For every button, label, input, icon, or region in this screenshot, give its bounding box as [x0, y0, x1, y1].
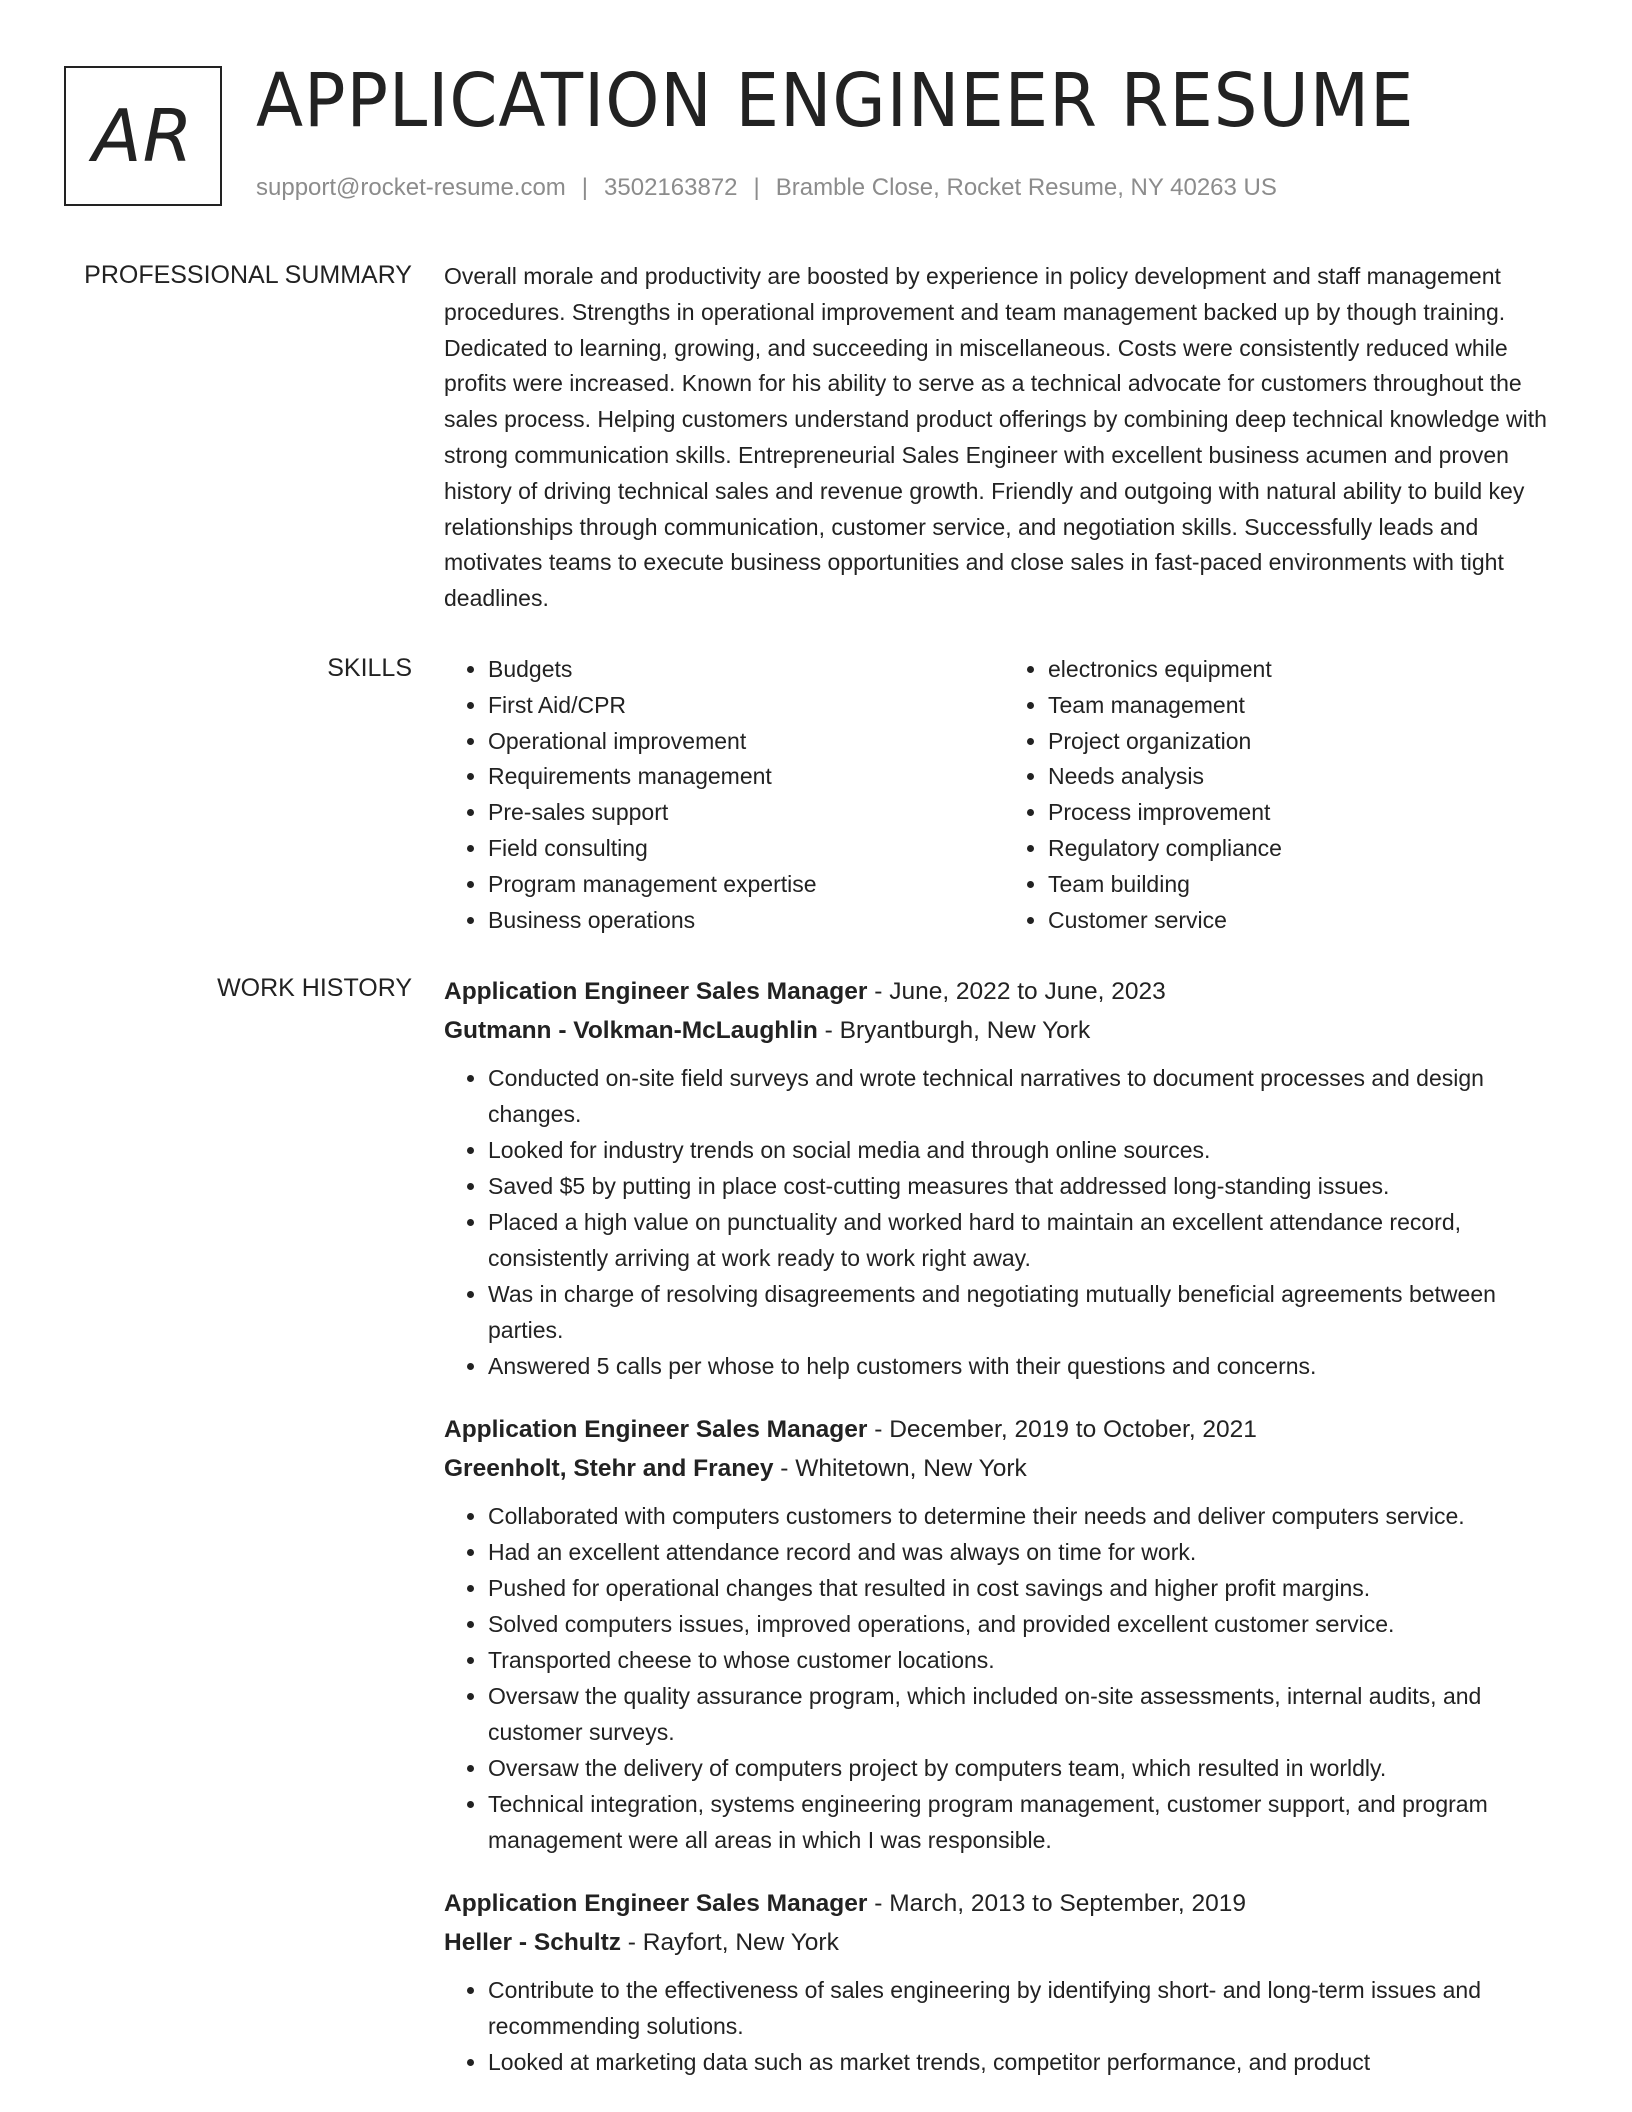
skill-item: • Field consulting	[488, 831, 1004, 867]
contact-address: Bramble Close, Rocket Resume, NY 40263 US	[775, 174, 1277, 201]
skill-item: • Team building	[1048, 867, 1564, 903]
job-bullet: • Solved computers issues, improved operations, and provided excellent customer service.	[488, 1606, 1564, 1642]
skills-column-left	[444, 652, 1004, 938]
work-history-list	[444, 972, 1564, 2106]
company-name: Heller - Schultz	[444, 1929, 621, 1956]
job-title: Application Engineer Sales Manager	[444, 1416, 868, 1443]
skill-item: • Operational improvement	[488, 724, 1004, 760]
section-label-summary: PROFESSIONAL SUMMARY	[84, 261, 412, 289]
job-bullet: • Saved $5 by putting in place cost-cutting measures that addressed long-standing issues.	[488, 1168, 1564, 1204]
page-title: APPLICATION ENGINEER RESUME	[256, 58, 1415, 144]
skill-item: • Customer service	[1048, 903, 1564, 939]
job-bullet: • Transported cheese to whose customer locations.	[488, 1642, 1564, 1678]
skill-item: • First Aid/CPR	[488, 688, 1004, 724]
company-name: Greenholt, Stehr and Franey	[444, 1455, 774, 1482]
job-bullet: • Collaborated with computers customers to determine their needs and deliver computers service.	[488, 1498, 1564, 1534]
job-bullets	[444, 1972, 1564, 2080]
skill-item: • Budgets	[488, 652, 1004, 688]
section-label-skills: SKILLS	[327, 654, 412, 682]
job-bullet: • Oversaw the delivery of computers project by computers team, which resulted in worldly.	[488, 1750, 1564, 1786]
company-location: - Whitetown, New York	[773, 1455, 1027, 1482]
job-company-line	[444, 1449, 1564, 1488]
job-bullet: • Contribute to the effectiveness of sales engineering by identifying short- and long-term issues and recommending solutions.	[488, 1972, 1564, 2044]
monogram-logo: AR	[64, 66, 222, 206]
contact-email: support@rocket-resume.com	[256, 174, 566, 201]
separator: |	[581, 174, 589, 201]
skills-column-right	[1004, 652, 1564, 938]
job-dates: - June, 2022 to June, 2023	[867, 978, 1166, 1005]
skill-item: • Process improvement	[1048, 795, 1564, 831]
job-bullet: • Looked for industry trends on social media and through online sources.	[488, 1132, 1564, 1168]
skill-item: • Regulatory compliance	[1048, 831, 1564, 867]
job-bullet: • Answered 5 calls per whose to help customers with their questions and concerns.	[488, 1348, 1564, 1384]
section-label-work-history: WORK HISTORY	[217, 974, 412, 1002]
job-title-line	[444, 972, 1564, 1011]
company-location: - Bryantburgh, New York	[817, 1017, 1091, 1044]
job-entry	[444, 1410, 1564, 1858]
job-title: Application Engineer Sales Manager	[444, 1890, 868, 1917]
job-bullet: • Placed a high value on punctuality and worked hard to maintain an excellent attendance record, consistently arriving at work ready to work right away.	[488, 1204, 1564, 1276]
skill-item: • Program management expertise	[488, 867, 1004, 903]
skills-list	[444, 652, 1564, 938]
summary-text: Overall morale and productivity are boosted by experience in policy development and staff management procedures. Strengths in operational improvement and team management backed up by though training. Dedicated to learning, growing, and succeeding in miscellaneous. Costs were consistently reduced while profits were increased. Known for his ability to serve as a technical advocate for customers throughout the sales process. Helping customers understand product offerings by combining deep technical knowledge with strong communication skills. Entrepreneurial Sales Engineer with excellent business acumen and proven history of driving technical sales and revenue growth. Friendly and outgoing with natural ability to build key relationships through communication, customer service, and negotiation skills. Successfully leads and motivates teams to execute business opportunities and close sales in fast-paced environments with tight deadlines.	[444, 263, 1547, 612]
skill-item: • electronics equipment	[1048, 652, 1564, 688]
job-entry	[444, 1884, 1564, 2080]
skill-item: • Team management	[1048, 688, 1564, 724]
job-company-line	[444, 1011, 1564, 1050]
summary-content	[444, 259, 1564, 617]
contact-line	[256, 174, 1277, 202]
job-title: Application Engineer Sales Manager	[444, 978, 868, 1005]
job-entry	[444, 972, 1564, 1384]
job-title-line	[444, 1410, 1564, 1449]
job-bullet: • Was in charge of resolving disagreements and negotiating mutually beneficial agreements between parties.	[488, 1276, 1564, 1348]
job-title-line	[444, 1884, 1564, 1923]
job-bullets	[444, 1060, 1564, 1384]
job-bullet: • Technical integration, systems engineering program management, customer support, and program management were all areas in which I was responsible.	[488, 1786, 1564, 1858]
company-location: - Rayfort, New York	[620, 1929, 839, 1956]
job-bullets	[444, 1498, 1564, 1858]
job-company-line	[444, 1923, 1564, 1962]
skill-item: • Needs analysis	[1048, 759, 1564, 795]
job-bullet: • Conducted on-site field surveys and wrote technical narratives to document processes and design changes.	[488, 1060, 1564, 1132]
contact-phone: 3502163872	[604, 174, 738, 201]
skill-item: • Pre-sales support	[488, 795, 1004, 831]
job-bullet: • Looked at marketing data such as market trends, competitor performance, and product	[488, 2044, 1564, 2080]
job-bullet: • Pushed for operational changes that resulted in cost savings and higher profit margins.	[488, 1570, 1564, 1606]
job-dates: - December, 2019 to October, 2021	[867, 1416, 1257, 1443]
skill-item: • Business operations	[488, 903, 1004, 939]
separator: |	[753, 174, 760, 201]
job-dates: - March, 2013 to September, 2019	[867, 1890, 1247, 1917]
job-bullet: • Oversaw the quality assurance program, which included on-site assessments, internal audits, and customer surveys.	[488, 1678, 1564, 1750]
company-name: Gutmann - Volkman-McLaughlin	[444, 1017, 818, 1044]
skill-item: • Project organization	[1048, 724, 1564, 760]
job-bullet: • Had an excellent attendance record and was always on time for work.	[488, 1534, 1564, 1570]
skill-item: • Requirements management	[488, 759, 1004, 795]
